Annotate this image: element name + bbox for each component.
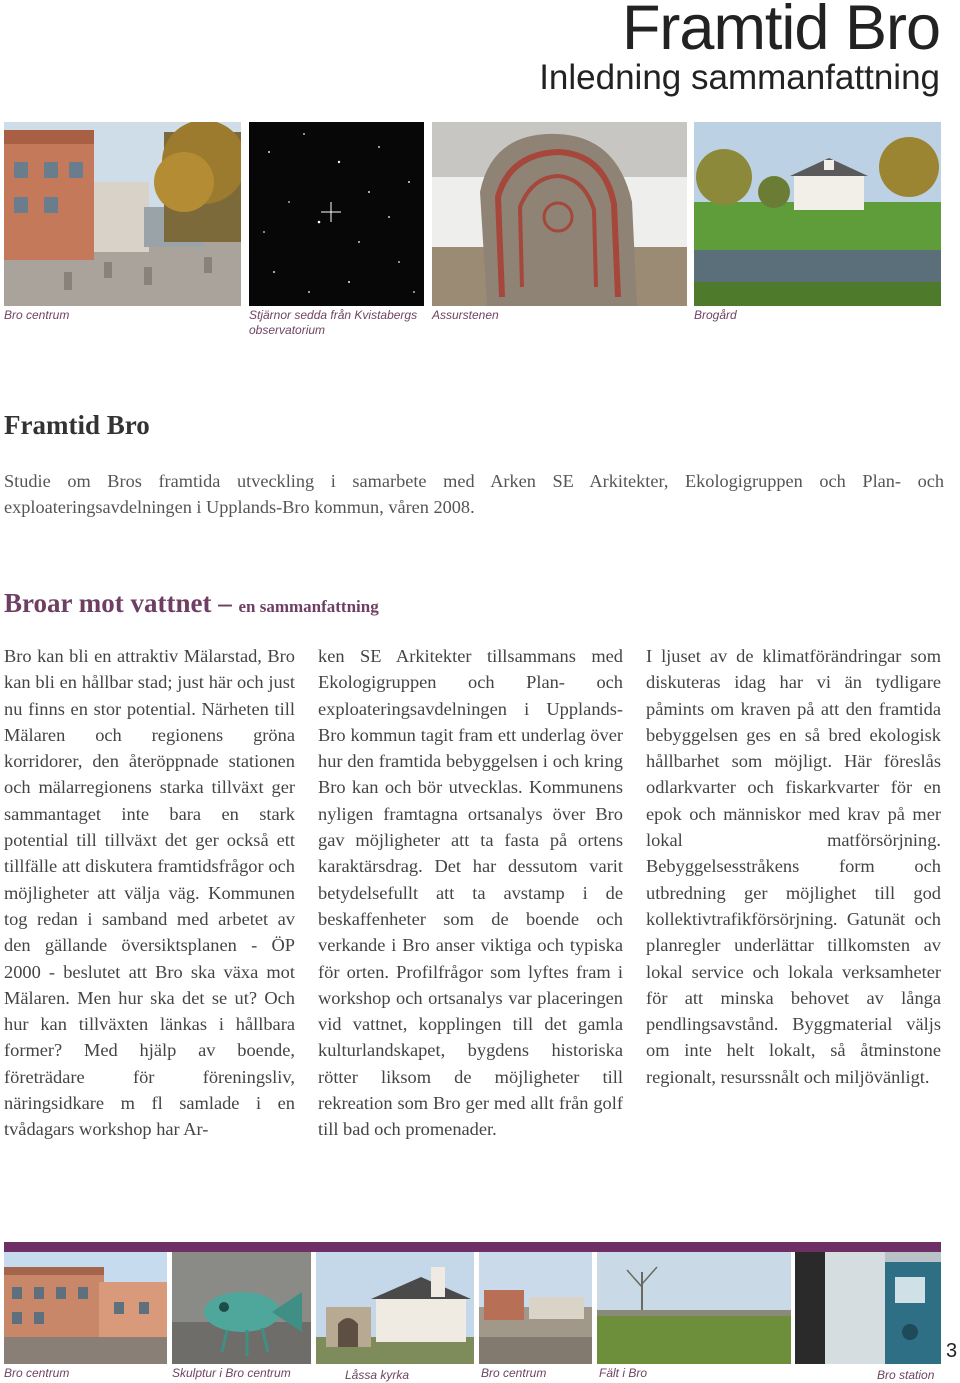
caption-runestone: Assurstenen (432, 308, 499, 322)
caption-stars: Stjärnor sedda från Kvistabergs observatorium (249, 308, 418, 337)
document-title: Framtid Bro (621, 0, 940, 63)
intro-heading: Framtid Bro (4, 410, 150, 440)
photo-bro-centrum (4, 122, 241, 306)
photo-bottom-sculpture (172, 1252, 311, 1364)
accent-band (4, 1242, 941, 1252)
caption-bottom-sculpture: Skulptur i Bro centrum (172, 1366, 291, 1380)
caption-bottom-bro-centrum: Bro centrum (4, 1366, 70, 1380)
summary-heading-main: Broar mot vattnet – (4, 588, 232, 618)
page-number: 3 (946, 1340, 958, 1362)
caption-bro-centrum: Bro centrum (4, 308, 70, 322)
photo-bottom-bro-centrum-2 (479, 1252, 592, 1364)
photo-bottom-lassa-kyrka (316, 1252, 474, 1364)
document-subtitle: Inledning sammanfattning (539, 58, 940, 97)
summary-column-2: ken SE Arkitekter tillsammans med Ekologigruppen och Plan- och exploateringsavdelningen i Upplands-Bro kommun tagit fram ett underlag över hur den framtida bebyggelsen i och kring Bro kan och bör utvecklas. Kommunens nyligen framtagna ortsanalys över Bro gav möjligheter att ta fasta på ortens karaktärsdrag. Det har dessutom varit betydelsefullt att ta avstamp i de beskaffenheter som de boende och verkande i Bro anser viktiga och typiska för orten. Profilfrågor som lyftes fram i workshop och ortsanalys var placeringen vid vattnet, kopplingen till det gamla kulturlandskapet, bygdens historiska rötter liksom de möjligheter till rekreation som Bro ger med allt från golf till bad och promenader. (318, 646, 623, 1140)
intro-text: Studie om Bros framtida utveckling i samarbete med Arken SE Arkitekter, Ekologigruppen och Plan- och exploateringsavdelningen i Upplands-Bro kommun, våren 2008. (4, 471, 944, 517)
photo-bottom-bro-station (795, 1252, 941, 1364)
photo-bottom-bro-centrum (4, 1252, 167, 1364)
summary-heading-sub: en sammanfattning (238, 597, 379, 616)
photo-runestone (432, 122, 687, 306)
photo-stars (249, 122, 424, 306)
caption-bottom-bro-centrum-2: Bro centrum (481, 1366, 547, 1380)
summary-column-1: Bro kan bli en attraktiv Mälarstad, Bro kan bli en hållbar stad; just här och just nu finns en stor potential. Närheten till Mälaren och regionens gröna korridorer, den återöppnade stationen och mälarregionens starka tillväxt ger sammantaget inte bara en stark potential till tillväxt det ger också ett tillfälle att diskutera framtidsfrågor och möjligheter att välja väg. Kommunen tog redan i samband med arbetet av den gällande översiktsplanen - ÖP 2000 - beslutet att Bro ska växa mot Mälaren. Men hur ska det se ut? Och hur kan tillväxten länkas i hållbara former? Med hjälp av boende, företrädare för föreningsliv, näringsidkare m fl samlade i en tvådagars workshop har Ar- (4, 646, 295, 1140)
summary-heading (4, 588, 379, 619)
caption-bottom-falt: Fält i Bro (599, 1366, 648, 1380)
photo-brogard (694, 122, 941, 306)
photo-bottom-falt (597, 1252, 791, 1364)
caption-brogard: Brogård (694, 308, 737, 322)
caption-bottom-bro-station: Bro station (877, 1368, 935, 1382)
caption-bottom-lassa-kyrka: Låssa kyrka (345, 1368, 410, 1382)
summary-column-3: I ljuset av de klimatförändringar som diskuteras idag har vi än tydligare påmints om kraven på att den framtida bebyggelsen ges en så bred ekologisk hållbarhet som möjligt. Här föreslås odlarkvarter och fiskarkvarter för en epok och människor med krav på mer lokal matförsörjning. Bebyggelsesstråkens form och utbredning ger möjlighet till god kollektivtrafikförsörjning. Gatunät och planregler underlättar tillkomsten av lokal service och lokala verksamheter för att minska behovet av långa pendlingsavstånd. Byggmaterial väljs om inte helt lokalt, så åtminstone regionalt, resurssnålt och miljövänligt. (646, 646, 941, 1087)
